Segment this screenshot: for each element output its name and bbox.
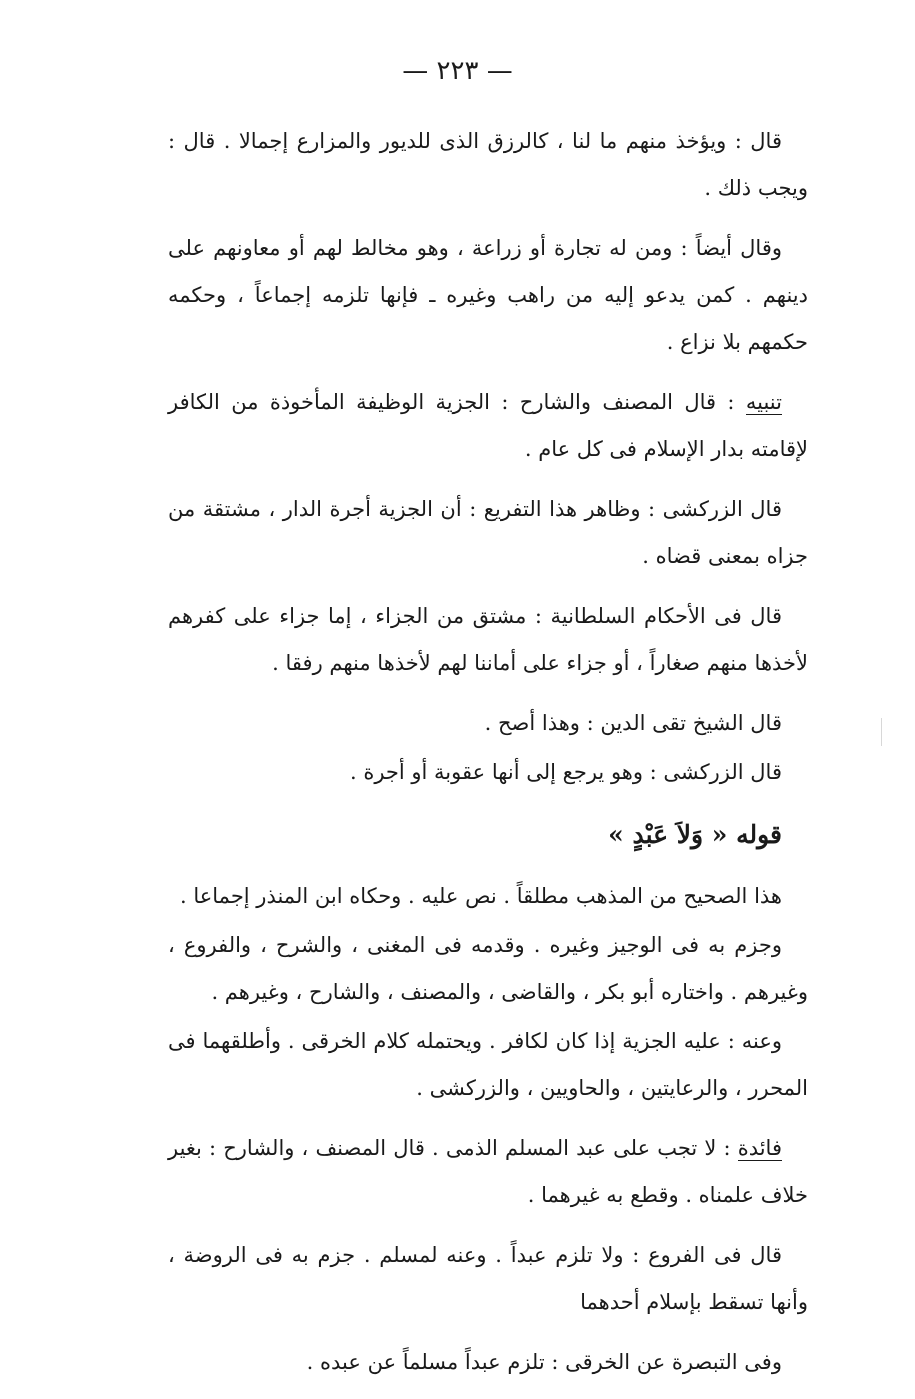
paragraph-5: قال فى الأحكام السلطانية : مشتق من الجزاء ، إما جزاء على كفرهم لأخذها منهم صغاراً ، أو جزاء على أماننا لهم لأخذها منهم رفقا . (168, 604, 808, 675)
paragraph-11 (168, 1125, 808, 1219)
paragraph-13: وفى التبصرة عن الخرقى : تلزم عبداً مسلماً عن عبده . (306, 1350, 782, 1374)
paragraph-9: وجزم به فى الوجيز وغيره . وقدمه فى المغنى ، والشرح ، والفروع ، وغيرهم . واختاره أبو بكر ، والقاضى ، والمصنف ، والشارح ، وغيرهم . (168, 933, 808, 1004)
paragraph-11-text: : لا تجب على عبد المسلم الذمى . قال المصنف ، والشارح : بغير خلاف علمناه . وقطع به غيرهما . (168, 1136, 808, 1207)
paragraph-7: قال الزركشى : وهو يرجع إلى أنها عقوبة أو أجرة . (349, 760, 782, 784)
paragraph-3-text: : قال المصنف والشارح : الجزية الوظيفة المأخوذة من الكافر لإقامته بدار الإسلام فى كل عام . (168, 390, 808, 461)
paragraph-4: قال الزركشى : وظاهر هذا التفريع : أن الجزية أجرة الدار ، مشتقة من جزاه بمعنى قضاه . (168, 497, 808, 568)
paragraph-8: هذا الصحيح من المذهب مطلقاً . نص عليه . وحكاه ابن المنذر إجماعا . (180, 884, 782, 908)
paragraph-3 (168, 379, 808, 473)
paragraph-12: قال فى الفروع : ولا تلزم عبداً . وعنه لمسلم . جزم به فى الروضة ، وأنها تسقط بإسلام أحدهما (168, 1243, 808, 1314)
page-number: — ٢٢٣ — (402, 56, 513, 86)
paragraph-2: وقال أيضاً : ومن له تجارة أو زراعة ، وهو مخالط لهم أو معاونهم على دينهم . كمن يدعو إليه من راهب وغيره ـ فإنها تلزمه إجماعاً ، وحكمه حكمهم بلا نزاع . (168, 236, 808, 354)
paragraph-1: قال : ويؤخذ منهم ما لنا ، كالرزق الذى للديور والمزارع إجمالا . قال : ويجب ذلك . (168, 129, 808, 200)
section-heading: قوله « وَلاَ عَبْدٍ » (608, 820, 782, 849)
paragraph-10: وعنه : عليه الجزية إذا كان لكافر . ويحتمله كلام الخرقى . وأطلقهما فى المحرر ، والرعايتين ، والحاويين ، والزركشى . (168, 1029, 808, 1100)
scan-margin-mark (881, 718, 882, 746)
benefit-term: فائدة (737, 1136, 782, 1160)
page-body (168, 118, 808, 1399)
paragraph-6: قال الشيخ تقى الدين : وهذا أصح . (484, 711, 782, 735)
note-term: تنبيه (745, 390, 782, 414)
